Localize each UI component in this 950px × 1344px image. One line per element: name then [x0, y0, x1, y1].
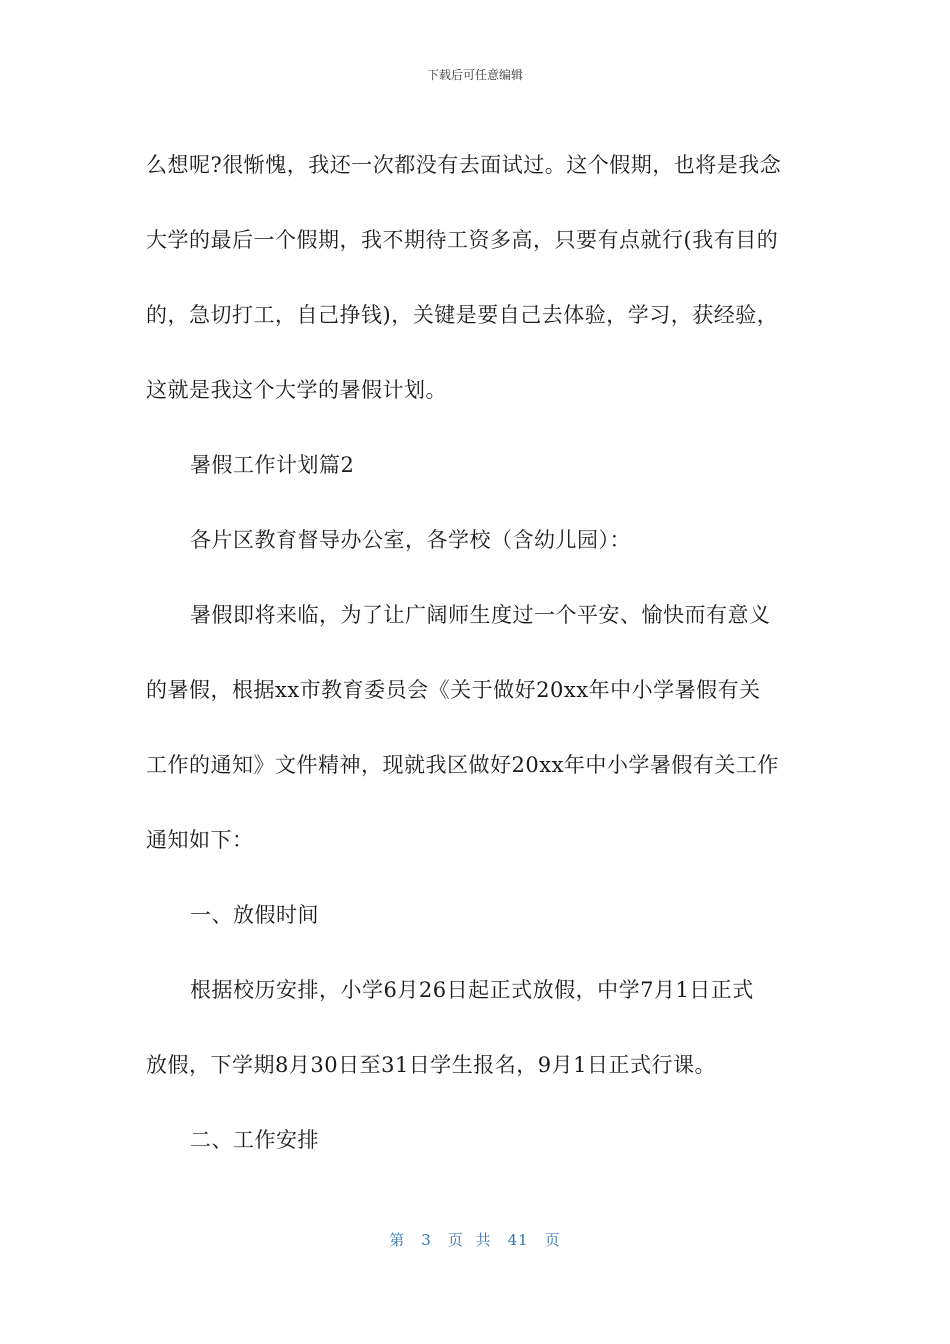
- document-body: [146, 128, 806, 1178]
- section-heading: 一、放假时间: [190, 903, 319, 927]
- footer-suffix: 页: [544, 1231, 561, 1249]
- footer-prefix: 第: [389, 1231, 406, 1249]
- footer-page-number: 3: [421, 1231, 432, 1249]
- paragraph-line: 这就是我这个大学的暑假计划。: [146, 378, 447, 402]
- paragraph-line: 工作的通知》文件精神，现就我区做好20xx年中小学暑假有关工作: [146, 753, 779, 777]
- footer-total-pages: 41: [507, 1231, 529, 1249]
- paragraph-line: 的暑假，根据xx市教育委员会《关于做好20xx年中小学暑假有关: [146, 678, 761, 702]
- page-footer: [0, 1229, 950, 1250]
- paragraph-line: 的，急切打工，自己挣钱)，关键是要自己去体验，学习，获经验，: [146, 303, 779, 327]
- paragraph-line: 通知如下：: [146, 828, 254, 852]
- paragraph-line: 么想呢?很惭愧，我还一次都没有去面试过。这个假期，也将是我念: [146, 153, 782, 177]
- salutation: 各片区教育督导办公室，各学校（含幼儿园）：: [190, 528, 631, 552]
- paragraph-line: 放假，下学期8月30日至31日学生报名，9月1日正式行课。: [146, 1053, 717, 1077]
- footer-middle: 页 共: [447, 1231, 492, 1249]
- page-header: 下载后可任意编辑: [426, 68, 523, 82]
- paragraph-line: 根据校历安排，小学6月26日起正式放假，中学7月1日正式: [190, 978, 754, 1002]
- section-heading: 二、工作安排: [190, 1128, 319, 1152]
- section-heading: 暑假工作计划篇2: [190, 453, 355, 477]
- paragraph-line: 大学的最后一个假期，我不期待工资多高，只要有点就行(我有目的: [146, 228, 779, 252]
- paragraph-line: 暑假即将来临，为了让广阔师生度过一个平安、愉快而有意义: [190, 603, 771, 627]
